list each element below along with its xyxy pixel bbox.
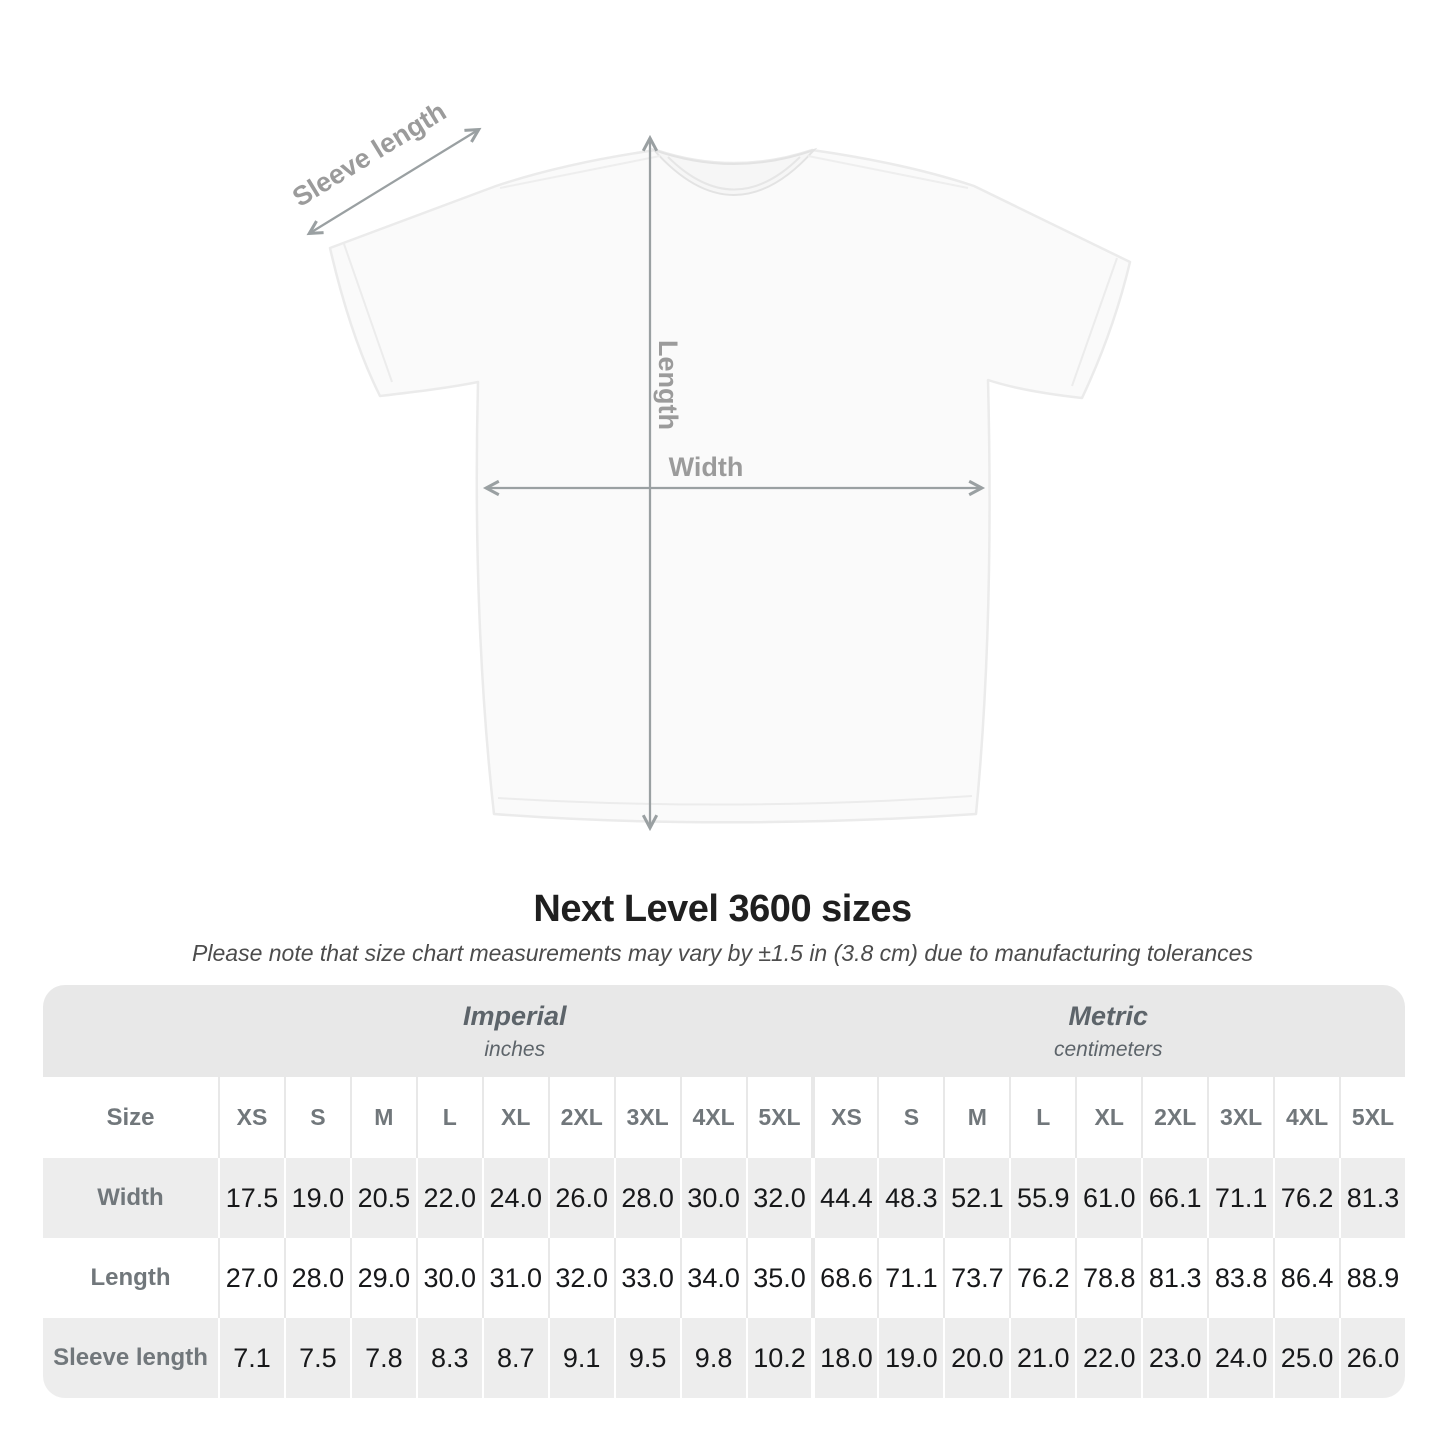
cell-sleeve-length-metric-2xl: 23.0 — [1141, 1318, 1207, 1398]
table-row-width — [43, 1158, 1405, 1238]
size-corner-label: Size — [43, 1077, 218, 1158]
size-header-imperial-5xl: 5XL — [746, 1077, 812, 1158]
cell-width-metric-2xl: 66.1 — [1141, 1158, 1207, 1238]
cell-length-metric-l: 76.2 — [1009, 1238, 1075, 1318]
cell-length-metric-4xl: 86.4 — [1273, 1238, 1339, 1318]
cell-width-imperial-3xl: 28.0 — [614, 1158, 680, 1238]
cell-sleeve-length-imperial-5xl: 10.2 — [746, 1318, 812, 1398]
cell-sleeve-length-metric-4xl: 25.0 — [1273, 1318, 1339, 1398]
cell-sleeve-length-imperial-xs: 7.1 — [218, 1318, 284, 1398]
imperial-unit-label: inches — [484, 1037, 546, 1061]
row-label-sleeve-length: Sleeve length — [43, 1318, 218, 1398]
size-header-imperial-2xl: 2XL — [548, 1077, 614, 1158]
cell-width-imperial-xs: 17.5 — [218, 1158, 284, 1238]
size-header-imperial-m: M — [350, 1077, 416, 1158]
metric-group-header — [812, 985, 1406, 1077]
cell-width-imperial-5xl: 32.0 — [746, 1158, 812, 1238]
cell-width-metric-xl: 61.0 — [1075, 1158, 1141, 1238]
table-body — [43, 1158, 1405, 1398]
size-header-imperial-xs: XS — [218, 1077, 284, 1158]
tshirt-graphic — [330, 150, 1130, 822]
cell-width-imperial-2xl: 26.0 — [548, 1158, 614, 1238]
size-header-metric-4xl: 4XL — [1273, 1077, 1339, 1158]
cell-width-metric-4xl: 76.2 — [1273, 1158, 1339, 1238]
cell-sleeve-length-metric-5xl: 26.0 — [1339, 1318, 1405, 1398]
cell-length-metric-s: 71.1 — [877, 1238, 943, 1318]
size-header-row — [43, 1077, 1405, 1158]
cell-length-metric-xs: 68.6 — [811, 1238, 877, 1318]
cell-width-metric-3xl: 71.1 — [1207, 1158, 1273, 1238]
cell-width-metric-xs: 44.4 — [811, 1158, 877, 1238]
size-header-imperial-3xl: 3XL — [614, 1077, 680, 1158]
group-header-spacer — [43, 985, 218, 1077]
size-header-metric-m: M — [943, 1077, 1009, 1158]
cell-sleeve-length-imperial-4xl: 9.8 — [680, 1318, 746, 1398]
cell-length-imperial-m: 29.0 — [350, 1238, 416, 1318]
cell-width-imperial-xl: 24.0 — [482, 1158, 548, 1238]
cell-length-metric-3xl: 83.8 — [1207, 1238, 1273, 1318]
size-header-imperial-xl: XL — [482, 1077, 548, 1158]
metric-label: Metric — [1068, 1000, 1149, 1031]
cell-width-imperial-l: 22.0 — [416, 1158, 482, 1238]
cell-length-imperial-5xl: 35.0 — [746, 1238, 812, 1318]
tolerance-note: Please note that size chart measurements may vary by ±1.5 in (3.8 cm) due to manufacturing tolerances — [192, 940, 1253, 966]
cell-length-metric-m: 73.7 — [943, 1238, 1009, 1318]
cell-width-metric-m: 52.1 — [943, 1158, 1009, 1238]
cell-width-imperial-m: 20.5 — [350, 1158, 416, 1238]
cell-sleeve-length-imperial-s: 7.5 — [284, 1318, 350, 1398]
page-title: Next Level 3600 sizes — [533, 888, 912, 930]
table-row-sleeve-length — [43, 1318, 1405, 1398]
cell-sleeve-length-imperial-l: 8.3 — [416, 1318, 482, 1398]
cell-sleeve-length-imperial-xl: 8.7 — [482, 1318, 548, 1398]
cell-width-imperial-s: 19.0 — [284, 1158, 350, 1238]
cell-width-metric-s: 48.3 — [877, 1158, 943, 1238]
metric-unit-label: centimeters — [1053, 1037, 1163, 1061]
imperial-label: Imperial — [462, 1000, 567, 1031]
table-row-length — [43, 1238, 1405, 1318]
cell-width-metric-l: 55.9 — [1009, 1158, 1075, 1238]
cell-length-imperial-3xl: 33.0 — [614, 1238, 680, 1318]
cell-sleeve-length-metric-xs: 18.0 — [811, 1318, 877, 1398]
cell-sleeve-length-imperial-2xl: 9.1 — [548, 1318, 614, 1398]
size-header-metric-5xl: 5XL — [1339, 1077, 1405, 1158]
width-label: Width — [668, 452, 744, 482]
length-label: Length — [653, 340, 683, 430]
cell-length-imperial-l: 30.0 — [416, 1238, 482, 1318]
cell-sleeve-length-metric-xl: 22.0 — [1075, 1318, 1141, 1398]
cell-length-metric-2xl: 81.3 — [1141, 1238, 1207, 1318]
unit-group-header-row — [43, 985, 1405, 1077]
cell-sleeve-length-metric-3xl: 24.0 — [1207, 1318, 1273, 1398]
size-header-metric-xl: XL — [1075, 1077, 1141, 1158]
imperial-group-header — [218, 985, 812, 1077]
size-header-metric-l: L — [1009, 1077, 1075, 1158]
cell-length-metric-xl: 78.8 — [1075, 1238, 1141, 1318]
size-chart-table — [43, 985, 1405, 1398]
cell-width-imperial-4xl: 30.0 — [680, 1158, 746, 1238]
cell-width-metric-5xl: 81.3 — [1339, 1158, 1405, 1238]
cell-sleeve-length-metric-m: 20.0 — [943, 1318, 1009, 1398]
cell-length-imperial-xs: 27.0 — [218, 1238, 284, 1318]
cell-length-metric-5xl: 88.9 — [1339, 1238, 1405, 1318]
size-header-imperial-s: S — [284, 1077, 350, 1158]
size-header-imperial-l: L — [416, 1077, 482, 1158]
cell-sleeve-length-imperial-m: 7.8 — [350, 1318, 416, 1398]
size-header-metric-s: S — [877, 1077, 943, 1158]
cell-length-imperial-2xl: 32.0 — [548, 1238, 614, 1318]
sleeve-length-label: Sleeve length — [287, 96, 452, 213]
cell-sleeve-length-metric-l: 21.0 — [1009, 1318, 1075, 1398]
row-label-width: Width — [43, 1158, 218, 1238]
cell-sleeve-length-imperial-3xl: 9.5 — [614, 1318, 680, 1398]
size-header-metric-2xl: 2XL — [1141, 1077, 1207, 1158]
size-header-metric-3xl: 3XL — [1207, 1077, 1273, 1158]
size-header-imperial-4xl: 4XL — [680, 1077, 746, 1158]
row-label-length: Length — [43, 1238, 218, 1318]
cell-length-imperial-xl: 31.0 — [482, 1238, 548, 1318]
cell-length-imperial-4xl: 34.0 — [680, 1238, 746, 1318]
size-header-metric-xs: XS — [811, 1077, 877, 1158]
cell-length-imperial-s: 28.0 — [284, 1238, 350, 1318]
cell-sleeve-length-metric-s: 19.0 — [877, 1318, 943, 1398]
